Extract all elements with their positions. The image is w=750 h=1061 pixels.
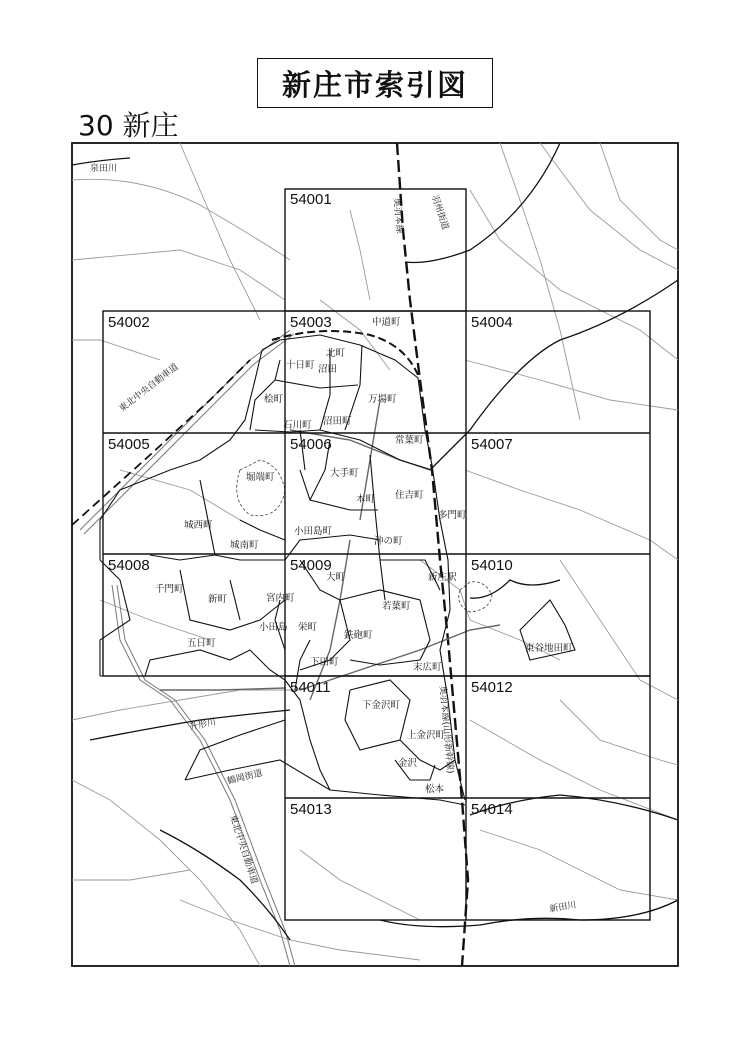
grid-label-54005: 54005 <box>108 436 150 453</box>
grid-label-54013: 54013 <box>290 801 332 818</box>
town-shinmachi: 新町 <box>208 594 228 605</box>
town-horibatamachi: 堀端町 <box>246 472 275 483</box>
town-senmonmachi: 千門町 <box>155 584 184 595</box>
grid-label-54001: 54001 <box>290 191 332 208</box>
town-jonanmachi: 城南町 <box>230 540 259 551</box>
town-kotajimamachi: 小田島町 <box>294 526 333 537</box>
river-shinden: 新田川 <box>548 900 578 915</box>
town-higashiyachidamachi: 東谷地田町 <box>525 643 573 654</box>
town-miyauchicho: 宮内町 <box>266 593 295 604</box>
town-joseimachi: 城西町 <box>184 520 213 531</box>
town-tokamachi: 十日町 <box>286 360 315 371</box>
town-kamikanezawamachi: 上金沢町 <box>407 730 446 741</box>
town-hinokimachi: 桧町 <box>264 394 284 405</box>
grid-label-54007: 54007 <box>471 436 513 453</box>
rail-ou-main-line: 奥羽本線 <box>391 197 405 235</box>
grid-label-54012: 54012 <box>471 679 513 696</box>
town-teppocho: 鉄砲町 <box>344 630 373 641</box>
expressway-tohoku-chuo-south: 東北中央自動車道 <box>227 813 259 886</box>
town-honcho: 本町 <box>356 494 376 505</box>
grid-label-54011: 54011 <box>290 679 331 696</box>
index-grid <box>103 189 650 920</box>
town-matsumoto: 松本 <box>425 784 445 795</box>
map-subtitle: 30 新庄 <box>78 109 179 142</box>
rail-ou-yamagata-shinkansen: 奥羽本線(山形新幹線) <box>437 685 455 774</box>
road-tsuruoka-kaido: 鶴岡街道 <box>226 768 264 787</box>
road-ushu-kaido: 羽州街道 <box>429 193 450 232</box>
town-ishikawamachi: 石川町 <box>283 420 312 431</box>
town-kanezawa: 金沢 <box>398 758 418 769</box>
river-izumida: 泉田川 <box>90 164 118 174</box>
town-sakaemachi: 栄町 <box>298 622 318 633</box>
town-nakamichi: 中道町 <box>372 317 401 328</box>
grid-label-54002: 54002 <box>108 314 150 331</box>
town-suehirocho: 末広町 <box>413 662 442 673</box>
town-tokiwacho: 常葉町 <box>395 435 424 446</box>
castle-park <box>237 460 285 516</box>
shinjo-station: 新庄駅 <box>428 572 457 583</box>
grid-label-54004: 54004 <box>471 314 513 331</box>
town-wakabacho: 若葉町 <box>382 601 411 612</box>
town-numata: 沼田 <box>318 364 338 375</box>
river-masukata: 升形川 <box>188 717 218 733</box>
town-okinomachi: 沖の町 <box>374 536 403 547</box>
town-shimotamachi: 下田町 <box>310 657 339 668</box>
town-numatamachi: 沼田町 <box>323 416 352 427</box>
map-title: 新庄市索引図 <box>257 58 493 108</box>
town-itsukamachi: 五日町 <box>187 638 216 649</box>
town-kitamachi: 北町 <box>326 348 346 359</box>
grid-labels <box>108 191 513 818</box>
town-tamonmachi: 多門町 <box>438 510 467 521</box>
town-otemachi: 大手町 <box>330 468 359 479</box>
grid-label-54006: 54006 <box>290 436 332 453</box>
town-shimokanezawamachi: 下金沢町 <box>362 700 401 711</box>
town-sumiyoshicho: 住吉町 <box>395 490 424 501</box>
town-kotajima: 小田島 <box>259 622 288 633</box>
grid-label-54009: 54009 <box>290 557 332 574</box>
town-omachi: 大町 <box>326 572 346 583</box>
station-park <box>459 582 492 612</box>
grid-label-54014: 54014 <box>471 801 513 818</box>
town-manbacho: 万場町 <box>368 394 397 405</box>
grid-label-54003: 54003 <box>290 314 332 331</box>
expressway-tohoku-chuo: 東北中央自動車道 <box>117 362 181 415</box>
grid-label-54008: 54008 <box>108 557 150 574</box>
grid-label-54010: 54010 <box>471 557 513 574</box>
